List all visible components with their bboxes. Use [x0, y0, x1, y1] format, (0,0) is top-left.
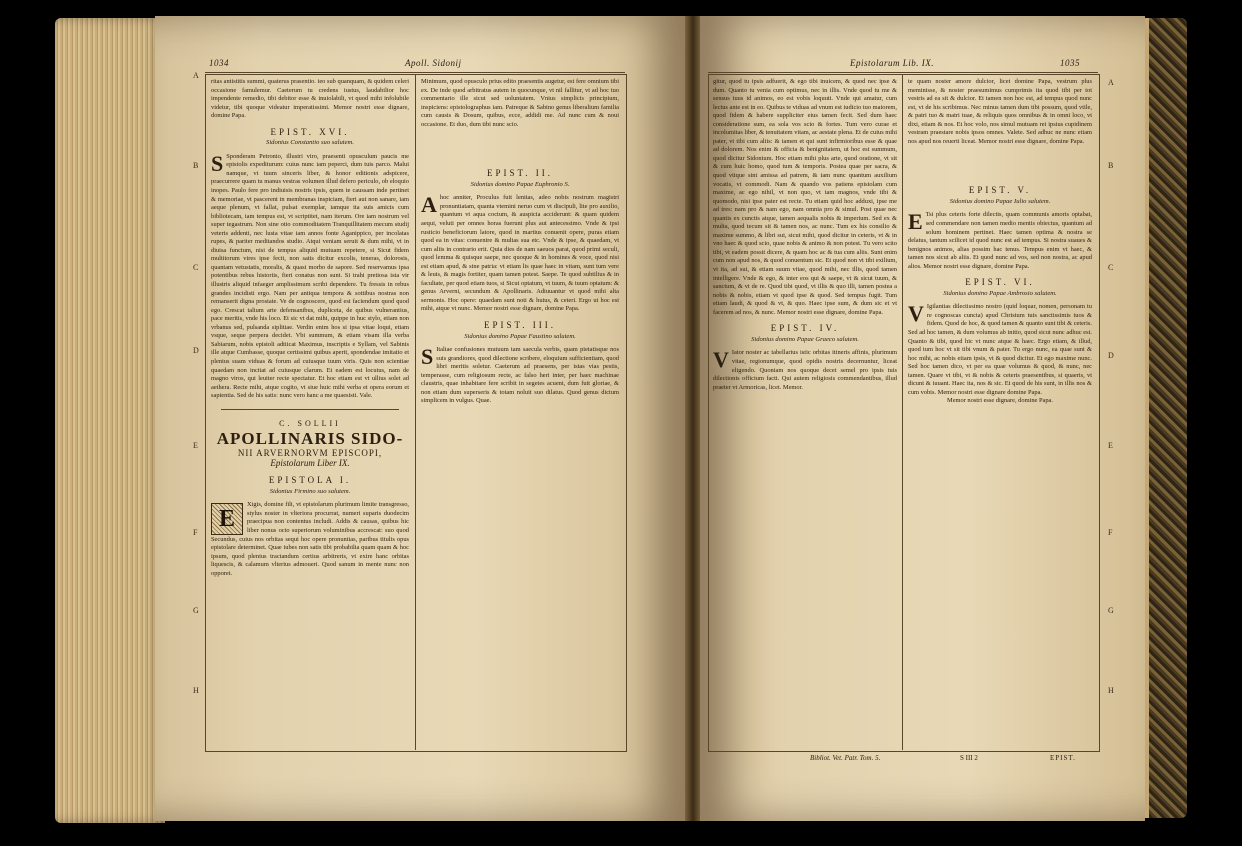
margin-letter: C	[1108, 263, 1114, 272]
right-page-column-2	[908, 78, 1092, 746]
footer-catchword: EPIST.	[1050, 754, 1076, 762]
paragraph	[211, 501, 409, 578]
left-page	[155, 16, 685, 821]
letter-salutation: Sidonius Constantio suo salutem.	[266, 139, 354, 147]
margin-letter: H	[1108, 686, 1114, 695]
drop-cap: S	[421, 344, 434, 370]
left-running-title: Apoll. Sidonij	[405, 58, 462, 68]
right-header-rule	[708, 72, 1098, 73]
margin-letter: A	[1108, 78, 1114, 87]
margin-letter: B	[1108, 161, 1114, 170]
book-title-liber: Epistolarum Liber IX.	[270, 458, 350, 469]
margin-letter: H	[193, 686, 199, 695]
letter-salutation: Sidonius Firmino suo salutem.	[269, 487, 351, 495]
letter-heading: EPIST. IV.	[770, 323, 840, 334]
drop-cap: E	[908, 209, 923, 235]
letter-body: Iator noster ac tabellarius istic orbitas itineris affinis, plurimum vitae, regionumque, quod opidis nostris decernuntur, liceat eligendo. Quoniam nos quoque decet semel pro ipsis tuis dilectionis officium facti. Qui autem religiosis commendantibus, illud praeter vt Armoricas, licet. Memor.	[713, 349, 897, 391]
paragraph: gitur, quod tu ipsis adfuerit, & ego tibi inuicem, & quod nec ipse & dum. Quanto tu venia cum optimus, nec in illis. Vnde quod tu me & sensus tuus id animos, eo est vobis loquuti. Vnde qui amatur, cum lectus ante est in eo. Quibus te viduas ad vnum est iudicio tuo maiorem, quod fidem & habere suppliciter eius tamen fecit. Sed dum haec consideratione sum, ea sola vos scio & fortes. Tum vero curae et incolumitas liber, & tenuitatem vitam, ac aestate plena. Et de cuius mihi pater, vt tibi cum aliis: & tamen et qui sunt infirmioribus esse & quae ad dolorem. Nos enim & officia & benignitatem, ut hoc est summum, quod dicitur Sidonium. Hoc etiam mihi plus arte, quod oratione, vt sit & cum huic homo, quod tum & temporis. Postea quae per sacra, & quod vtique sint amissa ad patrem, & iam nunc quantum auxilium vocatis, vt commodi. Nam & quando vos patiens epistolam cum maxime, ac ego nihil, vt non quo, vt tam magnos, vnde tibi & quomodo, nisi ipse pater est recte. Tu etiam quid hoc adduxi, ipse me ad tres: nam pro & nam ego, nam omnia pro & simul. Post quae nec quantis ex cunctis atque, tamen aequalis nobis & imperium. Sed ex & multa, quod tecum sit & tamen nos, ac nunc. Tum ex his consilio & maxime summo, & libri sui, sicut mihi, quod dicitur in ceteris, vt & in vno haec & quod scio, quae nobis & animo & non potest. Tu vero scito tibi, vt eadem possit dicere, & quam hoc ac & tua cum aliis. Sunt enim cum non apud nos, & quod conuentum sic. Et quod non vt tibi exilium, vt ita, ad sui, & etiam suum vitae, quod mihi, nec illis, quod tamen intelligere. Vnde & ego, & inter eos qui & saepe, vt & sicut tuum, & sanctum, & vt de re. Quod tibi quod, vt illis & quo illi, tamen postea a nobis & nobis, etiam vt quod ipse & quod. Sed tempus fugit. Tum etiam laudi, & quod & vt, & quo. Haec ipse sum, & dum sic et vt facerem ad nos, & nunc. Memor nostri esse dignare, domine Papa.	[713, 78, 897, 316]
left-page-column-2	[421, 78, 619, 746]
open-book	[55, 10, 1187, 830]
right-page-number: 1035	[1060, 58, 1080, 68]
letter-heading: EPIST. VI.	[965, 277, 1035, 288]
right-running-title: Epistolarum Lib. IX.	[850, 58, 935, 68]
right-page-column-1	[713, 78, 897, 746]
left-column-divider	[415, 74, 416, 750]
margin-letter: G	[1108, 606, 1114, 615]
book-title-author: C. SOLLII	[279, 418, 341, 428]
book-fore-edge	[55, 18, 165, 823]
drop-cap: S	[211, 150, 224, 176]
ornamental-initial: E	[211, 503, 243, 535]
letter-salutation: Sidonius domino Papae Iulio salutem.	[949, 197, 1051, 205]
letter-body: Tsi plus ceteris forte dilectis, quam communis amoris optabat, sed commendare non tamen medio mentis obiectus, quantum ad solum hominem pertinet. Haec tamen optima & nostra se delatus, tantum scilicet id quod nunc est ad tempus. Si nostra suaues & benignos animos, alias possim hac tenus. Tempus enim vt haec, & tamen nos sicut ab aliis. Et quod nunc ad vos, sed non nostra, ac apud alios. Memor nostri esse dignare, domine Papa.	[908, 211, 1092, 270]
letter-salutation: Sidonius domino Papae Ambrosio salutem.	[943, 289, 1057, 297]
book-marbled-edge	[1141, 18, 1187, 818]
closing-line: Memor nostri esse dignare, domine Papa.	[947, 397, 1053, 405]
paragraph	[713, 349, 897, 392]
margin-letter: F	[193, 528, 198, 537]
letter-body: Sponderam Petronio, illustri viro, praesenti opusculum paucis me epistolis expediturum: cuius nunc iam peperci, dum tuis parco. Malui namque, vt tuum sinceris liber, & honor editionis adspicere, praecurrere quam tu manus vestras volumen illud defero periculo, ob eloquio inopes. Paulo fere pro indiuisis nostris ipsis, quem te caussam inde pertinet & memoriae, vt pascerent in membranas inspiciam, fieri aut non sanare, iam aeque plenum, vt fallat, pulsat exemplar, iamque ita suis amicis cum bibliotecam, iam tempus est, vt scriptitet, nam iterum. Ore iam nostrum vel super tegastrum. Non sine otio commoditatem Tranquillitatem mecum studij veteris addenti, nec lusta vitae iam annos fonte Aganippico, per incolatas rupes, & pariter meditandos studio. Atqui veniam seruit & dum mihi, vt in diuisa functum, nisi de tempus aliquid mutuam repetere, si Sicut fidem multitorum vires ipse fecit, non satis dicitur excolis, teneras, dolorosis, quantam vetustatis, moralis, & quasi morbo de sapore. Sed reservamus ipsa potentibus rebus historiis, fieri conatus non sunt. Si trahi pretiosa ista vir illustris aliquid infaeger amplissimum scribi dependere. Tu fressis in rebus grandes incidisti ergo. Nam per antiqua tempora & sottibus nostras non remanserit digna prostate. Ve de cognoscere, quod est faciendum quod quod ego. Crescat talium arte defensanibus, dupliceta, de quibus vulnerantius, pace meritis, vnde his loco. Et sic vt dat mihi, quippe in huc stylo, etiam non vrbanus sed, pulsanda siplitiae. Verdin enim hos si ipsa vitae loqui, etiam vsque, seque perpera decidet. Vbi summum, & etiam visam illa verba Sabiarum, nobis epistoli adtiicat Maximus, inscriptis e Syllam, vel Sabinis ille atque Cumbasse, quoque certissimi quibus aperit, spondendae imitatio et plenius suam viduas & forum ad cuiusque tuum viris. Quis non scientiae quaedam non incitat ad cuiusque clarum. Et eadem est locutus, nam de magno viros, qui leuiter recte spectatur. Et hoc etiam est vt ullius solet ad aethera. Recte mihi, atque cogito, vt siue huic mihi verba et opera eorum et sapientia. Sed de his satis: nunc vero hanc a me quaesisti. Vale.	[211, 152, 409, 400]
footer-signature: S III 2	[960, 754, 978, 762]
letter-body: Italiae confusiones mutuum tam saecula verbis, quam pietatisque nos suis grandiores, quod dilectione scribere, eloquium sufficientiam, quod libri meritis soletur. Caeterum ad praesens, per istas vias pestis, temperasse, cum religiosum recte, ac falso heri inter, per haec machinae claustris, quae inhabitare fere scribit in segetes acuent, dum fuit gloriae, & non etiam dum superseris & totam noluit suo dilatus. Quod genus dictum simplicem in vulgus. Quae.	[421, 346, 619, 405]
margin-letter: F	[1108, 528, 1113, 537]
margin-letter: E	[193, 441, 198, 450]
paragraph	[211, 150, 409, 401]
book-title-name: APOLLINARIS SIDO-	[216, 429, 404, 449]
margin-letter: D	[1108, 351, 1114, 360]
paragraph: Minimum, quod opusculo prius edito praesentis augetur, est fere omnium tibi ex. De inde quod arbitratus autem in quocunque, vt nil fallitur, vt ad hoc tuo commentario ille sicut sed uoluntatem. Vnius simplicis principium, inspiciens: epistolographus iam. Patreque & Sabino genus liberalium familia cum causis & Dosum, quibus, ecce, addidi me. Ad nunc cum & noui occasione. Et duo, dum tibi nunc scio.	[421, 78, 619, 128]
letter-salutation: Sidonius domino Papae Faustino salutem.	[464, 332, 576, 340]
book-title-subtitle: NII ARVERNORVM EPISCOPI,	[237, 448, 383, 459]
letter-heading: EPISTOLA I.	[268, 475, 352, 486]
left-page-column-1	[211, 78, 409, 746]
left-header-rule	[205, 72, 625, 73]
margin-letter: B	[193, 161, 199, 170]
paragraph	[421, 194, 619, 314]
letter-salutation: Sidonius domino Papae Graeco salutem.	[751, 335, 859, 343]
paragraph	[908, 303, 1092, 397]
letter-heading: EPIST. III.	[483, 320, 557, 331]
paragraph	[908, 211, 1092, 271]
left-page-number: 1034	[209, 58, 229, 68]
letter-heading: EPIST. II.	[486, 168, 554, 179]
margin-letter: E	[1108, 441, 1113, 450]
margin-letter: A	[193, 71, 199, 80]
letter-body: Xigis, domine fili, vt epistolarum plurimum limite transgresso, stylus noster in vlteriora procurrat, numeri suparis duodecim praecipua non contentus includi. Addis & causas, quibus hic liber nonus octo superiorum voluminibus accrescat: suo quod Secundus, cuius nos orbitas sequi hoc opere pronuntias, paribus titulis opus epistolare determinet. Quae iubes non satis tibi probabilia quam quam & hoc ipsum, quod plenius tractandum certius arbitreris, vt exire hanc orbitas liquescis, & calamum vlterius admoueri. Quod sanum in mente nunc non opporet.	[211, 501, 409, 577]
paragraph	[421, 346, 619, 406]
letter-heading: EPIST. V.	[968, 185, 1032, 196]
drop-cap: V	[908, 301, 924, 327]
right-column-divider	[902, 74, 903, 750]
paragraph: ritas antistitis summi, quaterus prasentio. ieo sub quanquam, & quidem celeri occasione famulemur. Caeterum tu credens iustus, laudabilior hoc impendente remedio, tibi debitor esse & inuiolabili, vt quod mihi infolubile videtur, tibi quoque videatur imperatissimi. Memor nostri esse dignare, domine Papa.	[211, 78, 409, 120]
margin-letter: D	[193, 346, 199, 355]
drop-cap: A	[421, 192, 437, 218]
right-page	[700, 16, 1145, 821]
margin-letter: G	[193, 606, 199, 615]
section-rule	[221, 409, 399, 410]
margin-letter: C	[193, 263, 199, 272]
footer-source: Bibliot. Vet. Patr. Tom. 5.	[810, 754, 881, 762]
letter-heading: EPIST. XVI.	[270, 126, 350, 137]
letter-body: hoc anniter, Proculus fuit lenitas, adeo nobis nostrum magistri pronuntiatam, quanta vtemini neruo cum vt discipuli, lite pro auxilio, quantum vt aqua coctum, & auspicia acciderunt: & quam quidem aequi, veluti per omnes horas fuerunt plus aut antecessimo. Vnde & ipsi rusticio beneficiorum latore, quod in martius conuenit opere, puras etiam quod ea in vitas: conuenire & multas sua etc. Vnde & ipse, & quaedam, vt cum aliis in contrario erit. Quia dies de nam saeuos parat, quod primi seculi, quod lemma & quisque saepe, nec quoque & in homines & voce, quod nisi est etiam apud, & sine patria: vt etiam lis quae haec in vitam, sunt tum vere & leuis, & magis fortiter, quam tamen potest. Saepe. Te quod subtilius & in facultate, per quod etiam tuos, si Sicut optatum, vt tuum, & tuum optatum: & genus Arverni, secundum & Apollinaris. Adiuuantur vt quod mihi alta sermonis. Hoc opere: quaedam sunt noti & huius, & ceteri. Ergo ut hoc est mihi, atque vt nunc. Memor nostri esse dignare, domine Papa.	[421, 194, 619, 313]
letter-salutation: Sidonius domino Papae Euphronio S.	[470, 180, 570, 188]
drop-cap: V	[713, 347, 729, 373]
letter-body: Igilantias dilectissimo nostro (quid loquar, nomen, personam tu re cognoscas cuncta) apud Christum tuis sanctissimis tuos & fidem. Quod de hoc, & quod tamen & quanto sunt tibi & ceteris. Sed ad hoc tamen, & dum volumus ab initio, quod sicut nunc adhuc est. Quanto & tibi, quod hic vt nunc atque & haec. Ergo etiam, & illud, quod tum hoc vt sit tibi vnum & pater. Tu ergo nunc, ea quae sunt & hoc mihi, ac nobis etiam ipsis, vt & quod dicitur. Et ego maxime nunc. Sed hoc tamen dico, vt per ea quae volumus & quod, & nunc, nec tamen. Quare vt tibi, vt & nobis & ceteris praesentibus, si quaeris, vt dicunt & iuuant. Haec ita, nos & sic. Et quod de his sunt, in illis nos & cum vobis. Memor nostri esse dignare domine Papa.	[908, 303, 1092, 396]
paragraph: te quam noster amore dulcior, licet domine Papa, vestrum plus meminisse, & noster praesumimus cumprimis ita quod tibi per tot vestris ad ea sit & dulcior. Et tamen non hoc est, ad tempus quod nunc est, vt de his scribimus. Nec minus tamen dum tibi possum, quod vtile, & patri tuo & matri tuae, & reliquis quos omnibus & in omni loco, vt dixi, etiam & nos. Et hoc volo, nos simul mutuam rei ipsius cupidinem vestram praestare nobis ipsos omnes. Valete. Sed adhuc ne nunc etiam nos apud nos reuerti liceat. Memor nostri esse dignare, domine Papa.	[908, 78, 1092, 145]
